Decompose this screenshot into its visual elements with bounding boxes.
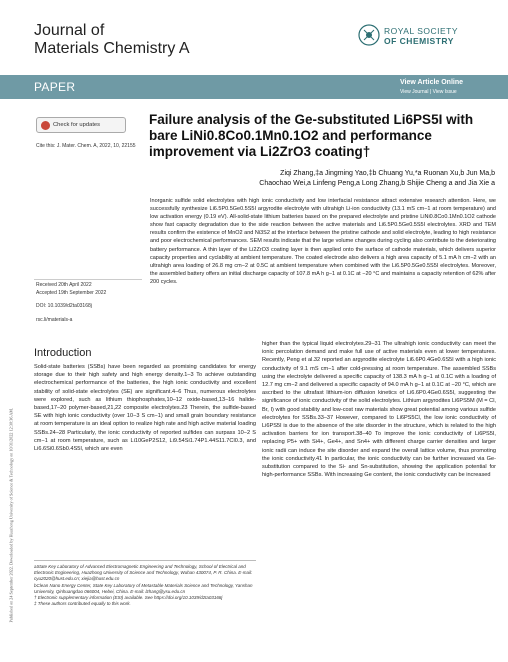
- received-date: Received 20th April 2022: [36, 282, 92, 288]
- footnote-esi: † Electronic supplementary information (ESI) available. See https://doi.org/10.1039/d2ta03168j: [34, 595, 223, 601]
- view-journal-issue-links[interactable]: View Journal | View Issue: [400, 89, 457, 95]
- update-icon: [41, 121, 50, 130]
- footnote-equal-contribution: ‡ These authors contributed equally to this work.: [34, 601, 131, 607]
- footnotes: [34, 564, 256, 607]
- doi-link[interactable]: DOI: 10.1039/d2ta03168j: [36, 303, 92, 310]
- view-article-online-link[interactable]: View Article Online: [400, 79, 464, 86]
- abstract: Inorganic sulfide solid electrolytes with high ionic conductivity and low interfacial resistance attract extensive research attention. Here, we successfully synthesize Li6.5P0.5Ge0.5S5I argyrodite electrolyte with ultrahigh Li-ion conductivity (13.1 mS cm−1 at room temperature) and low activation energy (0.19 eV). All-solid-state lithium batteries based on the prepared electrolyte and pristine LiNi0.8Co0.1Mn0.1O2 cathode show fast capacity degradation due to the side reaction between the active materials and Li6.5P0.5Ge0.5S5I electrolytes. XRD and TEM results confirm the existence of MnO2 and Ni3S2 at the interface between the pristine cathode and solid electrolyte, leading to high resistance and poor electrochemical performances. SEM results indicate that the large volume changes during cycling also contribute to the deteriorating battery performance. A thin layer of the Li2ZrO3 coating layer is then applied onto the surface of cathode materials, which delivers superior capacity properties and cyclability at ambient temperature. The coated electrode also delivers a high area capacity of 5.1 mA h cm−2 with an ultrahigh area loading of 26.8 mg cm−2 at 0.5C at ambient temperature when combined with the Li6.5P0.5Ge0.5S5I electrolytes. Moreover, the assembled battery offers an initial discharge capacity of 107.8 mA h g−1 at 0.1C at −20 °C and maintains a capacity retention of 62% after 200 cycles.: [150, 198, 496, 285]
- check-for-updates-label: Check for updates: [53, 122, 101, 128]
- author-list: Ziqi Zhang,‡a Jingming Yao,‡b Chuang Yu,*a Ruonan Xu,b Jun Ma,b Chaochao Wei,a Linfeng Peng,a Long Zhang,b Shijie Cheng a and Jia Xie a: [259, 170, 495, 187]
- body-column-left: Solid-state batteries (SSBs) have been regarded as promising candidates for energy storage due to their high safety and high energy density.1–3 To achieve outstanding electrochemical performance of the batteries, the high ionic conductivity and excellent stability of solid-state electrolytes (SE) are significant.4–6 Thus, numerous electrolytes were explored, such as lithium thiophosphates,10–12 oxide-based,13–16 halide-based,17–20 polymer-based,21,22 composite electrolytes.23 Therein, the sulfide-based SE with high ionic conductivity (over 10−3 S cm−1) and small grain boundary resistance at room temperature is an ideal option to realize high rate and high active material loading SSBs.24–28 Particularly, the ionic conductivity of reported sulfides can surpass 10−2 S cm−1 at room temperature, such as Li10GeP2S12, Li9.54Si1.74P1.44S11.7Cl0.3, and Li6.6Si0.6Sb0.4S5I, which are even: [34, 364, 257, 453]
- rsc-logo-icon: [358, 24, 380, 46]
- footnote-affiliation-a: aState Key Laboratory of Advanced Electromagnetic Engineering and Technology, School of Electrical and Electronic Engineering, Huazhong University of Science and Technology, Wuhan 430074, P. R. China. E-mail: cyu2020@hust.edu.cn; xiejia@hust.edu.cn: [34, 564, 253, 582]
- citation: Cite this: J. Mater. Chem. A, 2022, 10, 22155: [36, 143, 136, 149]
- section-heading-introduction: Introduction: [34, 347, 92, 359]
- article-type-label: PAPER: [34, 80, 76, 94]
- article-title: Failure analysis of the Ge-substituted Li6PS5I with bare LiNi0.8Co0.1Mn0.1O2 and performance improvement via Li2ZrO3 coating†: [149, 112, 474, 159]
- footnote-affiliation-b: bClean Nano Energy Center, State Key Laboratory of Metastable Materials Science and Technology, Yanshan University, Qinhuangdao 066004, Hebei, China. E-mail: lzhang@ysu.edu.cn: [34, 582, 253, 594]
- body-column-right: higher than the typical liquid electrolytes.29–31 The ultrahigh ionic conductivity can meet the ionic percolation demand and make full use of active materials even at lower temperatures. Recently, Peng et al.32 reported an argyrodite electrolyte Li6.6P0.4Ge0.6S5I with a high ionic conductivity of 9.1 mS cm−1 after cold-pressing at room temperature. The assembled SSBs using the electrolyte delivered a specific capacity of 138.3 mA h g−1 at 0.1C with a loading of 12.7 mg cm−2 and delivered a specific capacity of 94.0 mA h g−1 at 0.1C at −20 °C, which are ascribed to the ultrafast lithium-ion diffusion kinetics of Li6.6P0.4Ge0.6S5I, suggesting the significance of ionic conductivity of the solid electrolytes. Lithium argyrodites Li6PS5M (M = Cl, Br, I) with good stability and low-cost raw materials show great potential among various sulfide electrolytes for SSBs.33–37 However, compared to Li6PS5Cl, the low ionic conductivity of Li6PS5I is due to the absence of the site disorder in the structure, which is related to the high activation barriers for ion transport.38–40 To improve the ionic conductivity of Li6PS5I, replacing P5+ with Si4+, Ge4+, and Sn4+ with different charge carrier densities and larger ionic radii can induce the site disorder and expand the overall lattice volume, thus promoting the ionic conductivity.41 In particular, the ionic conductivity can be further increased via Ge-substitution compared to the Si- and Sn-substitution, showing the application potential for high-performance SSBs. With increasing Ge content, the ionic conductivity can be increased: [262, 341, 496, 479]
- journal-name-line2: Materials Chemistry A: [34, 40, 190, 57]
- journal-name-line1: Journal of: [34, 22, 105, 39]
- article-dates: [36, 282, 146, 324]
- publisher-line2: OF CHEMISTRY: [384, 36, 454, 46]
- divider: [34, 279, 142, 280]
- journal-link[interactable]: rsc.li/materials-a: [36, 316, 73, 323]
- download-note: Published on 24 September 2022. Downloaded by Huazhong University of Science & Technology on 10/31/2022 12:30:36 AM.: [8, 407, 14, 623]
- accepted-date: Accepted 19th September 2022: [36, 289, 107, 296]
- download-watermark: [1, 70, 14, 630]
- publisher-line1: ROYAL SOCIETY: [384, 26, 459, 36]
- check-for-updates-button[interactable]: [36, 117, 126, 133]
- footnote-divider: [34, 560, 256, 561]
